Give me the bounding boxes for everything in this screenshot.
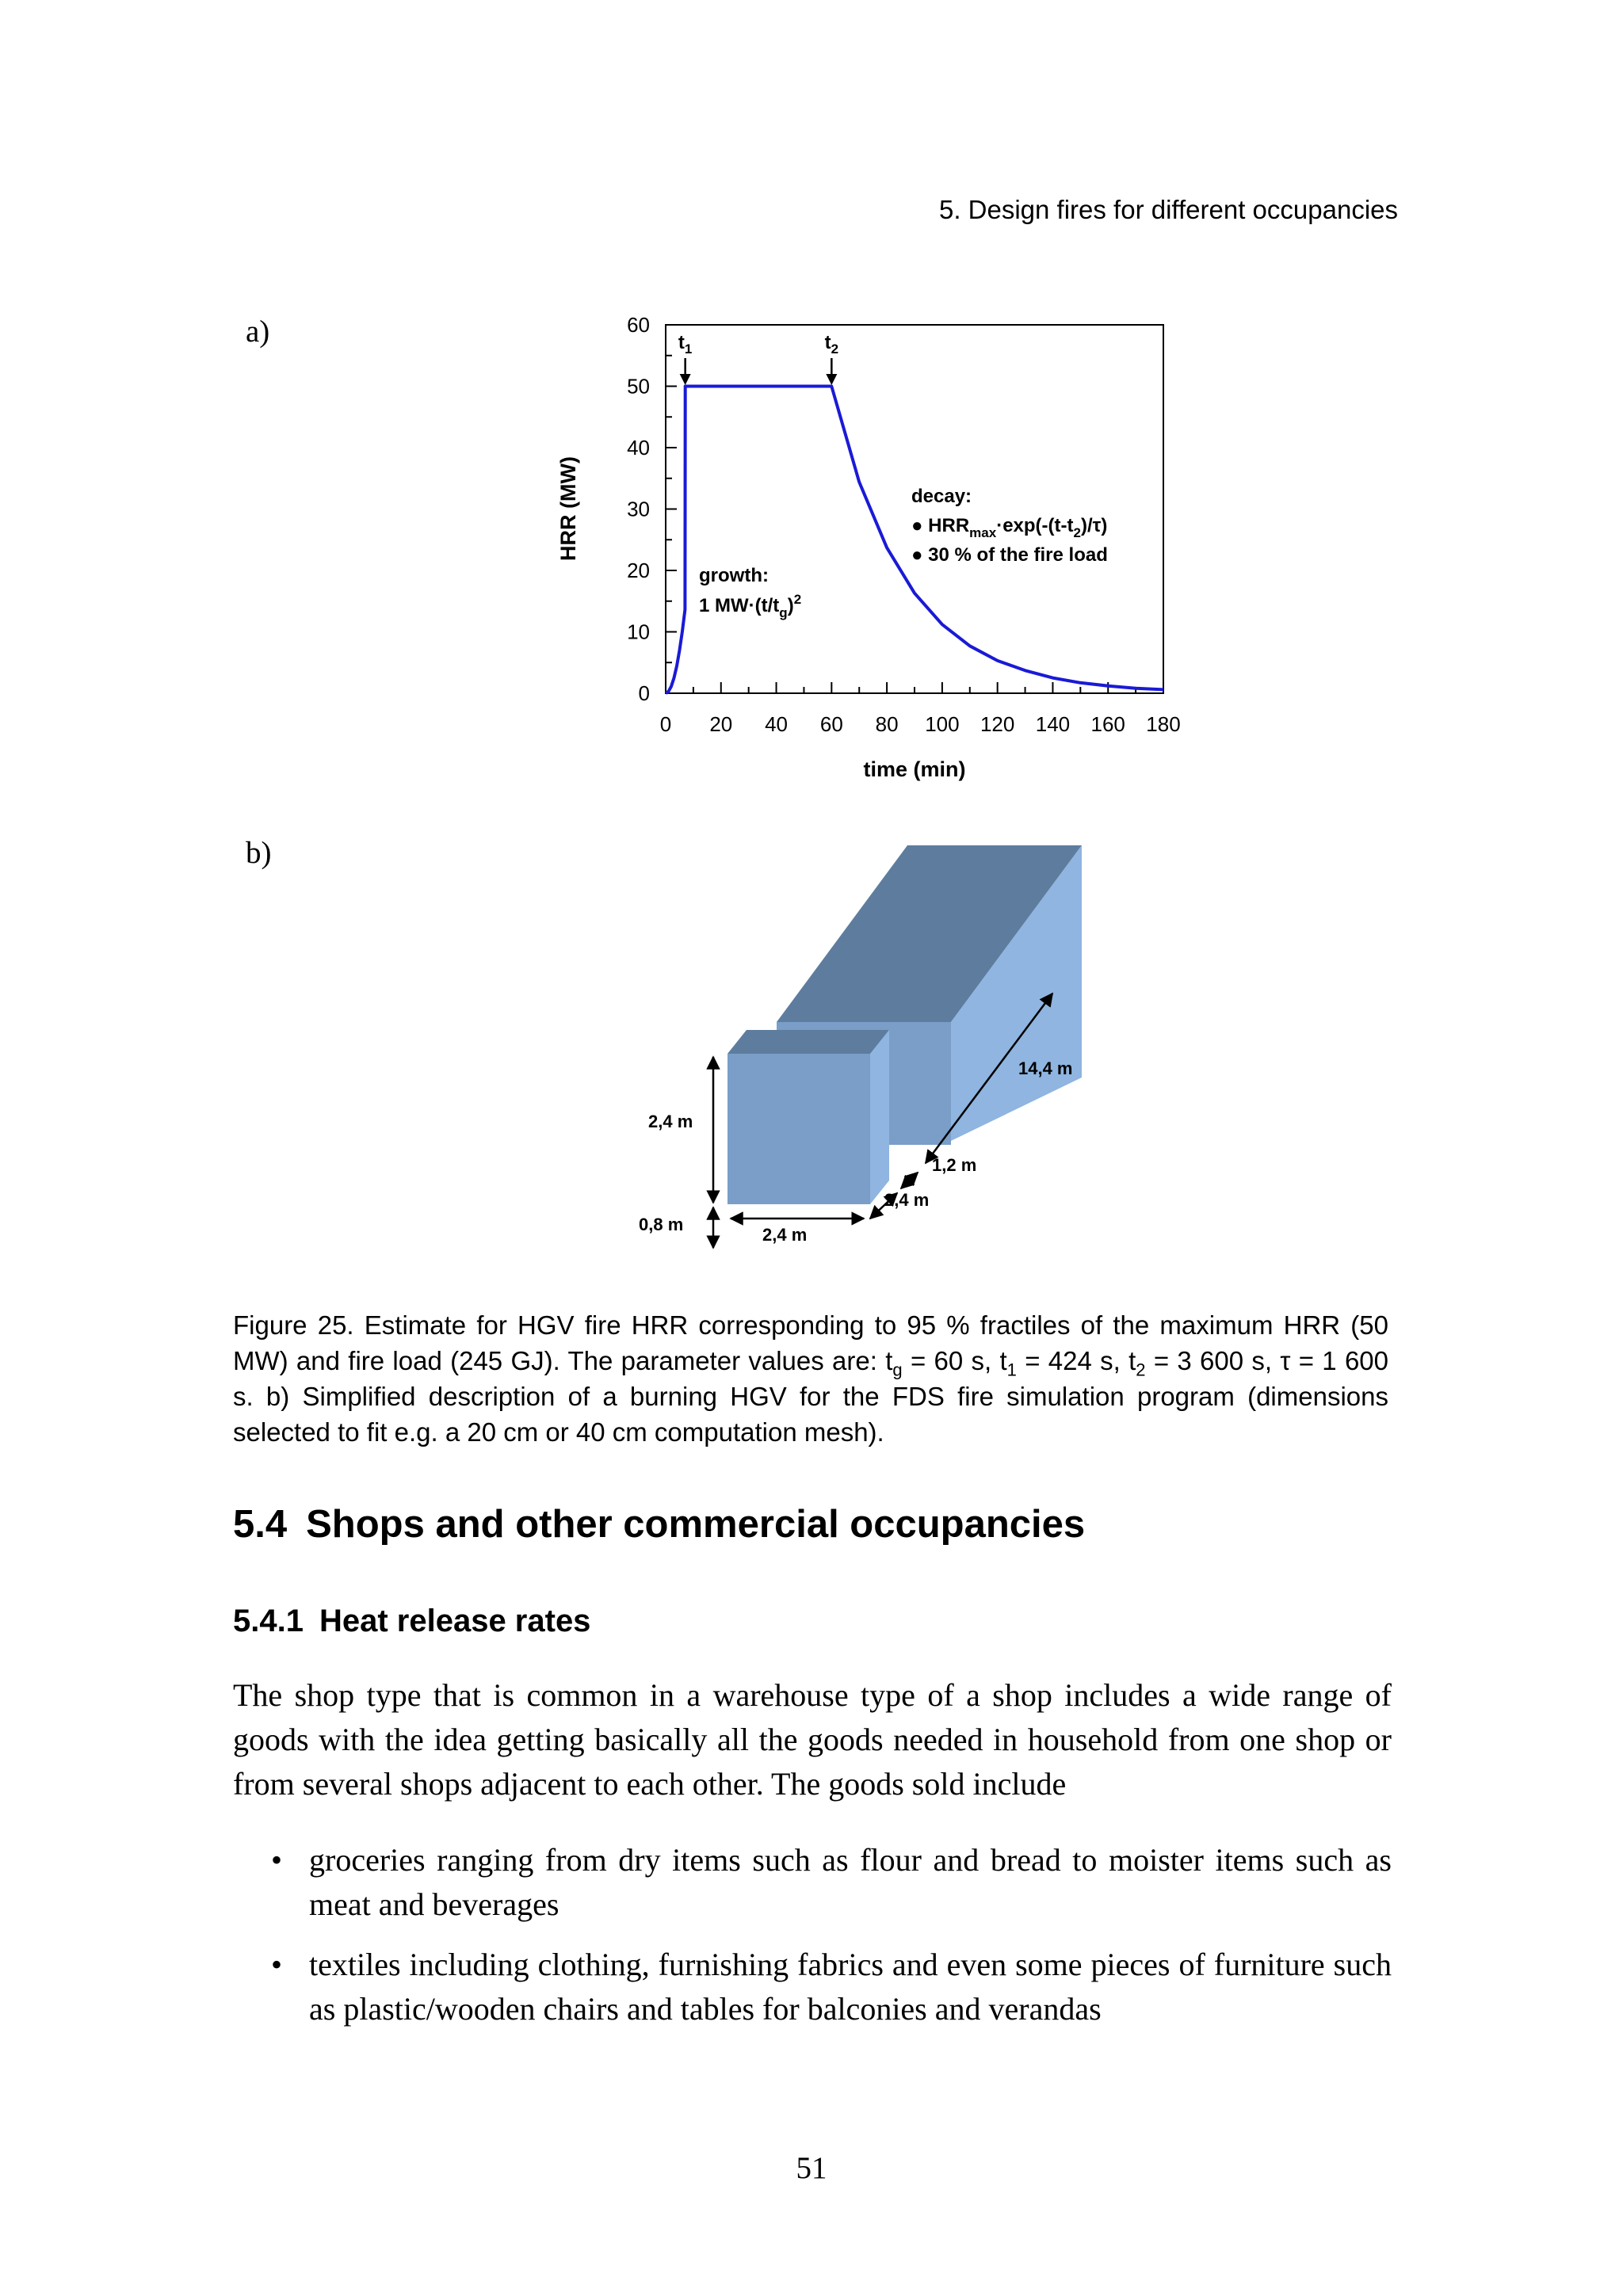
x-tick-label: 0 [659, 712, 672, 736]
dim-height-upper: 2,4 m [648, 1112, 693, 1131]
x-tick-label: 180 [1146, 712, 1181, 736]
dim-height-lower: 0,8 m [639, 1215, 684, 1234]
decay-title: decay: [911, 486, 972, 507]
x-tick-label: 100 [925, 712, 960, 736]
cab-front-face [727, 1054, 870, 1204]
section-title: Shops and other commercial occupancies [306, 1503, 1086, 1546]
hrr-chart [547, 301, 1205, 792]
bullet-icon: • [271, 1947, 283, 1982]
x-tick-label: 60 [819, 712, 843, 736]
y-axis-ticks [627, 313, 677, 705]
subsection-title: Heat release rates [319, 1604, 591, 1638]
growth-title: growth: [699, 565, 769, 586]
y-axis-label: HRR (MW) [556, 456, 580, 561]
y-tick-label: 30 [627, 497, 650, 521]
figure-caption: Figure 25. Estimate for HGV fire HRR corresponding to 95 % fractiles of the maximum HRR (50 MW) and fire load (245 GJ). The parameter values are: $t_g = 60$ s, $t_1 = 424$ s, $t_2 = 3$ 600 s, τ = 1 600 s. b) Simplified description of a burning HGV for the FDS fire simulation program (dimensions selected to fit e.g. a 20 cm or 40 cm computation mesh). [233, 1310, 1388, 1447]
subsection-heading [233, 1604, 590, 1639]
body-paragraph: The shop type that is common in a warehouse type of a shop includes a wide range of goods with the idea getting basically all the goods needed in household from one shop or from several shops adjacent to each other. The goods sold include [233, 1677, 1392, 1802]
dim-length: 14,4 m [1018, 1058, 1073, 1078]
cab-side-face [870, 1030, 889, 1204]
x-tick-label: 120 [980, 712, 1015, 736]
y-tick-label: 20 [627, 559, 650, 582]
dim-depth-front: 2,4 m [884, 1190, 930, 1210]
decay-fire-load: ● 30 % of the fire load [911, 544, 1108, 566]
marker-label: $t_2$ [824, 332, 839, 357]
dim-width-front: 2,4 m [762, 1225, 808, 1245]
y-tick-label: 60 [627, 313, 650, 337]
growth-formula: 1 $MW\cdot(t/t_g)^2$ [699, 592, 802, 620]
marker-arrow-head [826, 374, 837, 385]
subsection-number: 5.4.1 [233, 1604, 304, 1638]
y-tick-label: 40 [627, 436, 650, 460]
marker-label: $t_1$ [678, 332, 693, 357]
x-axis-label: time (min) [863, 757, 966, 781]
section-heading [233, 1502, 1085, 1547]
panel-label-b: b) [246, 836, 272, 870]
x-tick-label: 160 [1090, 712, 1125, 736]
list-item: • textiles including clothing, furnishing fabrics and even some pieces of furniture such as plastic/wooden chairs and tables for balconies and verandas [233, 1943, 1392, 2031]
y-tick-label: 50 [627, 374, 650, 399]
section-number: 5.4 [233, 1503, 288, 1546]
decay-formula: ● $HRR_{max}\cdot\exp(-(t-t_2)/\tau)$ [911, 515, 1108, 540]
x-axis-ticks [660, 682, 1181, 736]
dim-gap: 1,2 m [932, 1155, 977, 1175]
x-tick-label: 80 [875, 712, 899, 736]
dim-line-gap [901, 1173, 918, 1188]
running-header: 5. Design fires for different occupancies [938, 195, 1398, 224]
y-tick-label: 10 [627, 620, 650, 644]
panel-label-a: a) [246, 315, 270, 349]
y-tick-label: 0 [638, 681, 650, 705]
x-tick-label: 40 [765, 712, 789, 736]
page-number: 51 [796, 2151, 827, 2185]
hgv-3d-diagram [618, 824, 1117, 1268]
marker-arrow-head [680, 374, 691, 385]
bullet-list [233, 1838, 1392, 2047]
cab-top-face [727, 1030, 889, 1054]
hrr-series-line [666, 387, 1163, 694]
time-markers [678, 332, 838, 385]
x-tick-label: 140 [1035, 712, 1071, 736]
plot-frame [666, 325, 1163, 693]
x-tick-label: 20 [709, 712, 733, 736]
list-item: • groceries ranging from dry items such as flour and bread to moister items such as meat and beverages [233, 1838, 1392, 1927]
bullet-icon: • [271, 1842, 283, 1878]
cab-box [727, 1030, 889, 1204]
